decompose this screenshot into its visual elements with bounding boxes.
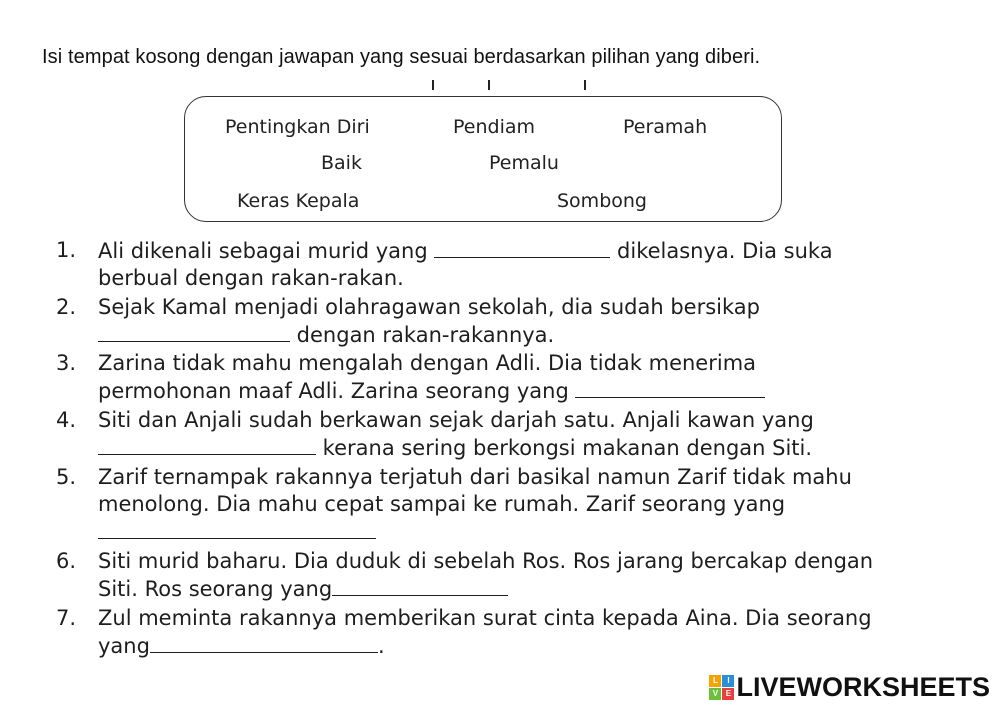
logo-tile: V bbox=[709, 688, 721, 700]
answer-blank[interactable] bbox=[575, 377, 765, 398]
word-option: Pemalu bbox=[489, 152, 559, 174]
question-2 bbox=[56, 294, 986, 349]
question-text: Ali dikenali sebagai murid yang bbox=[98, 239, 435, 263]
word-option: Sombong bbox=[557, 190, 647, 212]
question-4 bbox=[56, 407, 986, 462]
logo-text: LIVEWORKSHEETS bbox=[736, 671, 990, 702]
question-text: Zul meminta rakannya memberikan surat cinta kepada Aina. Dia seorang bbox=[98, 606, 872, 630]
scan-mark bbox=[432, 80, 437, 90]
answer-blank[interactable] bbox=[98, 518, 376, 539]
question-text: Zarina tidak mahu mengalah dengan Adli. Dia tidak menerima bbox=[98, 351, 757, 375]
question-number: 2. bbox=[56, 295, 77, 319]
question-text: Sejak Kamal menjadi olahragawan sekolah, dia sudah bersikap bbox=[98, 295, 760, 319]
question-text: dengan rakan-rakannya. bbox=[290, 323, 555, 347]
question-3 bbox=[56, 350, 986, 405]
question-7 bbox=[56, 605, 986, 660]
question-6 bbox=[56, 548, 986, 603]
answer-blank[interactable] bbox=[150, 632, 378, 653]
question-text: permohonan maaf Adli. Zarina seorang yang bbox=[98, 379, 576, 403]
scan-mark bbox=[488, 80, 493, 90]
question-text: Siti dan Anjali sudah berkawan sejak darjah satu. Anjali kawan yang bbox=[98, 408, 814, 432]
question-text: kerana sering berkongsi makanan dengan Siti. bbox=[316, 436, 813, 460]
instruction-text: Isi tempat kosong dengan jawapan yang sesuai berdasarkan pilihan yang diberi. bbox=[42, 46, 761, 68]
word-option: Pendiam bbox=[453, 116, 536, 138]
question-number: 6. bbox=[56, 549, 77, 573]
question-number: 1. bbox=[56, 238, 77, 262]
question-text: Siti. Ros seorang yang bbox=[98, 577, 333, 601]
scan-mark bbox=[584, 80, 589, 90]
question-text: Zarif ternampak rakannya terjatuh dari basikal namun Zarif tidak mahu bbox=[98, 465, 852, 489]
question-text: yang bbox=[98, 634, 150, 658]
question-text: Siti murid baharu. Dia duduk di sebelah Ros. Ros jarang bercakap dengan bbox=[98, 549, 874, 573]
question-number: 5. bbox=[56, 465, 77, 489]
question-number: 4. bbox=[56, 408, 77, 432]
question-5 bbox=[56, 464, 986, 546]
word-bank-box bbox=[184, 96, 782, 222]
logo-tile: E bbox=[722, 688, 734, 700]
word-option: Peramah bbox=[623, 116, 708, 138]
logo-tile: I bbox=[722, 675, 734, 687]
word-option: Keras Kepala bbox=[237, 190, 360, 212]
question-number: 7. bbox=[56, 606, 77, 630]
question-1 bbox=[56, 237, 986, 292]
answer-blank[interactable] bbox=[434, 237, 610, 258]
question-text: menolong. Dia mahu cepat sampai ke rumah. Zarif seorang yang bbox=[98, 492, 786, 516]
question-text: . bbox=[377, 634, 385, 658]
question-text: berbual dengan rakan-rakan. bbox=[98, 266, 404, 290]
word-option: Pentingkan Diri bbox=[225, 116, 370, 138]
answer-blank[interactable] bbox=[98, 321, 290, 342]
liveworksheets-logo bbox=[709, 671, 990, 703]
answer-blank[interactable] bbox=[332, 575, 508, 596]
question-text: dikelasnya. Dia suka bbox=[610, 239, 833, 263]
logo-tile: L bbox=[709, 675, 721, 687]
word-option: Baik bbox=[321, 152, 362, 174]
answer-blank[interactable] bbox=[98, 434, 316, 455]
question-number: 3. bbox=[56, 351, 77, 375]
liveworksheets-logo-icon bbox=[709, 675, 734, 700]
